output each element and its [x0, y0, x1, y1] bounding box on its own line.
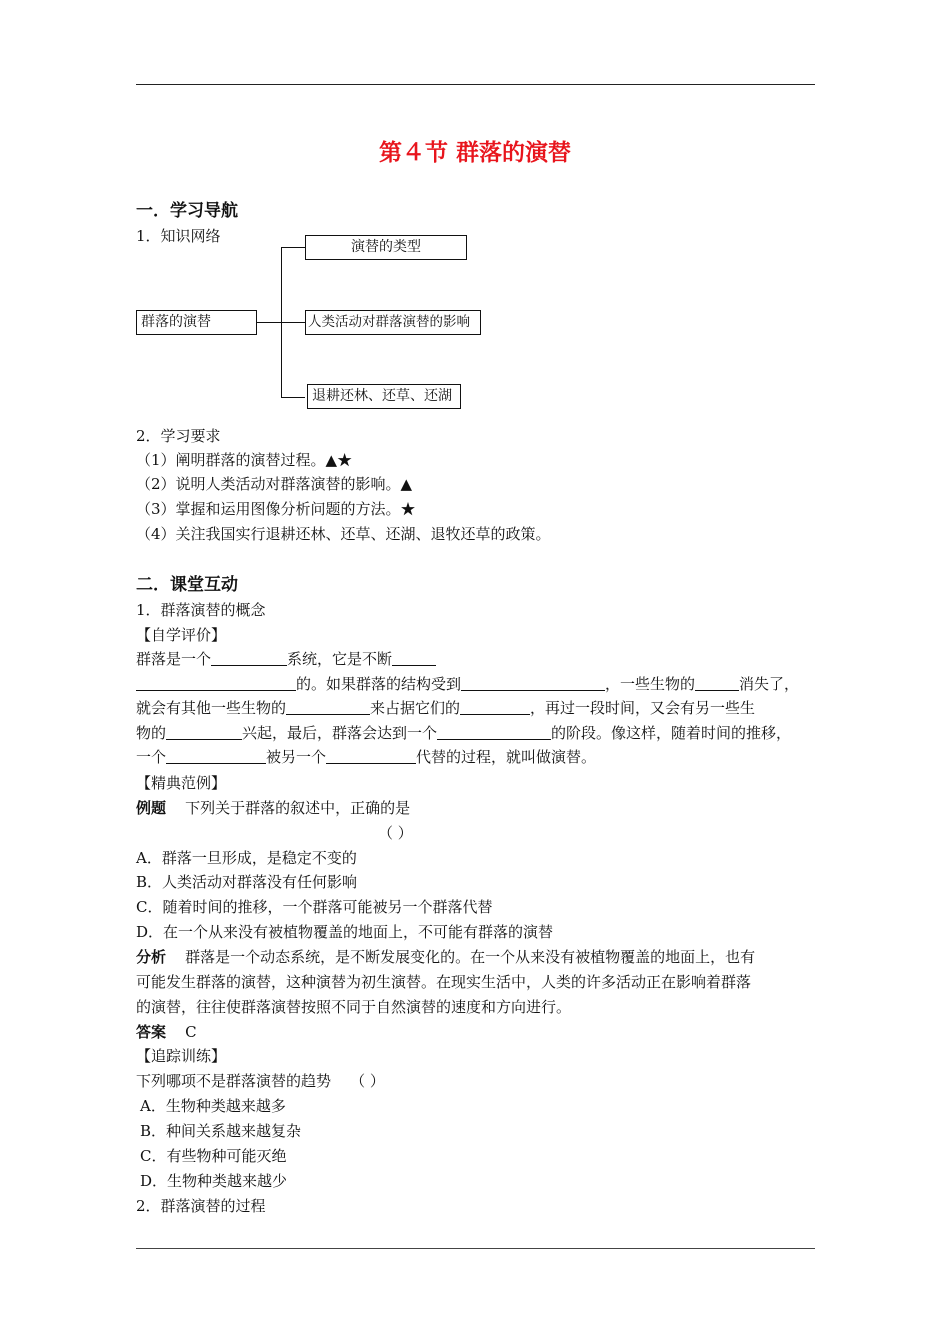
answer-parentheses[interactable]: （ ） — [350, 1072, 385, 1090]
track-option: A．生物种类越来越多 — [140, 1097, 286, 1115]
diagram-connector — [281, 247, 305, 248]
concept-label: 1．群落演替的概念 — [136, 601, 266, 619]
fill-in-paragraph — [136, 647, 816, 770]
footer-rule — [136, 1248, 815, 1249]
option-item: C．随着时间的推移，一个群落可能被另一个群落代替 — [136, 898, 493, 916]
fill-text: 的。如果群落的结构受到 — [296, 674, 462, 693]
answer-blank[interactable] — [166, 723, 242, 740]
diagram-root-box: 群落的演替 — [136, 310, 257, 335]
answer-value: C — [185, 1023, 197, 1041]
section-heading-1: 一．学习导航 — [136, 201, 238, 221]
requirement-item: （4）关注我国实行退耕还林、还草、还湖、退牧还草的政策。 — [136, 525, 551, 543]
diagram-branch-box: 人类活动对群落演替的影响 — [305, 310, 481, 335]
answer-blank[interactable] — [695, 674, 739, 691]
fill-text: 就会有其他一些生物的 — [136, 699, 287, 717]
diagram-connector — [257, 322, 281, 323]
header-rule — [136, 84, 815, 85]
fill-text: ，再过一段时间，又会有另一些生 — [530, 699, 756, 717]
requirements-label: 2．学习要求 — [136, 427, 221, 445]
fill-text: 的阶段。像这样，随着时间的推移， — [551, 723, 792, 742]
answer-blank[interactable] — [286, 698, 370, 715]
track-header: 【追踪训练】 — [136, 1047, 227, 1065]
track-question-text: 下列哪项不是群落演替的趋势 — [136, 1072, 332, 1090]
track-option: B．种间关系越来越复杂 — [140, 1122, 302, 1140]
answer-blank[interactable] — [326, 747, 416, 764]
option-item: B．人类活动对群落没有任何影响 — [136, 873, 358, 891]
fill-text: 来占据它们的 — [370, 699, 461, 717]
fill-text: ，一些生物的 — [605, 674, 696, 693]
fill-text: 系统，它是不断 — [287, 650, 393, 668]
option-item: A．群落一旦形成，是稳定不变的 — [136, 849, 357, 867]
fill-text: 兴起，最后，群落会达到一个 — [242, 723, 438, 742]
answer-blank[interactable] — [437, 723, 551, 740]
example-header: 【精典范例】 — [136, 774, 227, 792]
fill-text: 代替的过程，就叫做演替。 — [416, 748, 597, 766]
option-item: D．在一个从来没有被植物覆盖的地面上，不可能有群落的演替 — [136, 923, 554, 941]
requirement-item: （1）阐明群落的演替过程。▲★ — [136, 451, 353, 469]
self-evaluation-header: 【自学评价】 — [136, 626, 227, 644]
answer-blank[interactable] — [460, 698, 530, 715]
track-question — [136, 1069, 385, 1093]
knowledge-network-label: 1．知识网络 — [136, 227, 221, 245]
analysis-text: 的演替，往往使群落演替按照不同于自然演替的速度和方向进行。 — [136, 998, 572, 1016]
fill-text: 消失了， — [739, 674, 800, 693]
analysis-text: 群落是一个动态系统，是不断发展变化的。在一个从来没有被植物覆盖的地面上，也有 — [185, 948, 756, 966]
track-option: D．生物种类越来越少 — [140, 1172, 288, 1190]
answer-label: 答案 — [136, 1023, 167, 1041]
process-label: 2．群落演替的过程 — [136, 1197, 266, 1215]
example-question — [136, 796, 410, 820]
analysis-row — [136, 945, 755, 969]
answer-parentheses[interactable]: （ ） — [378, 824, 413, 842]
analysis-text: 可能发生群落的演替，这种演替为初生演替。在现实生活中，人类的许多活动正在影响着群落 — [136, 973, 752, 991]
fill-text: 一个 — [136, 748, 167, 766]
requirement-item: （3）掌握和运用图像分析问题的方法。★ — [136, 500, 416, 518]
answer-blank[interactable] — [166, 747, 266, 764]
fill-text: 物的 — [136, 723, 167, 742]
answer-blank[interactable] — [461, 674, 605, 691]
answer-blank[interactable] — [136, 674, 296, 691]
diagram-connector — [281, 397, 305, 398]
page-title: 第４节 群落的演替 — [378, 140, 571, 166]
track-option: C．有些物种可能灭绝 — [140, 1147, 287, 1165]
example-label: 例题 — [136, 799, 167, 817]
diagram-branch-box: 演替的类型 — [305, 235, 467, 260]
answer-row — [136, 1020, 197, 1044]
fill-text: 被另一个 — [266, 748, 327, 766]
example-text: 下列关于群落的叙述中，正确的是 — [185, 799, 411, 817]
answer-blank[interactable] — [211, 649, 287, 666]
requirement-item: （2）说明人类活动对群落演替的影响。▲ — [136, 475, 413, 493]
analysis-label: 分析 — [136, 948, 167, 966]
fill-text: 群落是一个 — [136, 650, 212, 668]
diagram-connector — [281, 322, 305, 323]
section-heading-2: 二．课堂互动 — [136, 575, 238, 595]
diagram-branch-box: 退耕还林、还草、还湖 — [307, 384, 461, 409]
answer-blank[interactable] — [392, 649, 436, 666]
